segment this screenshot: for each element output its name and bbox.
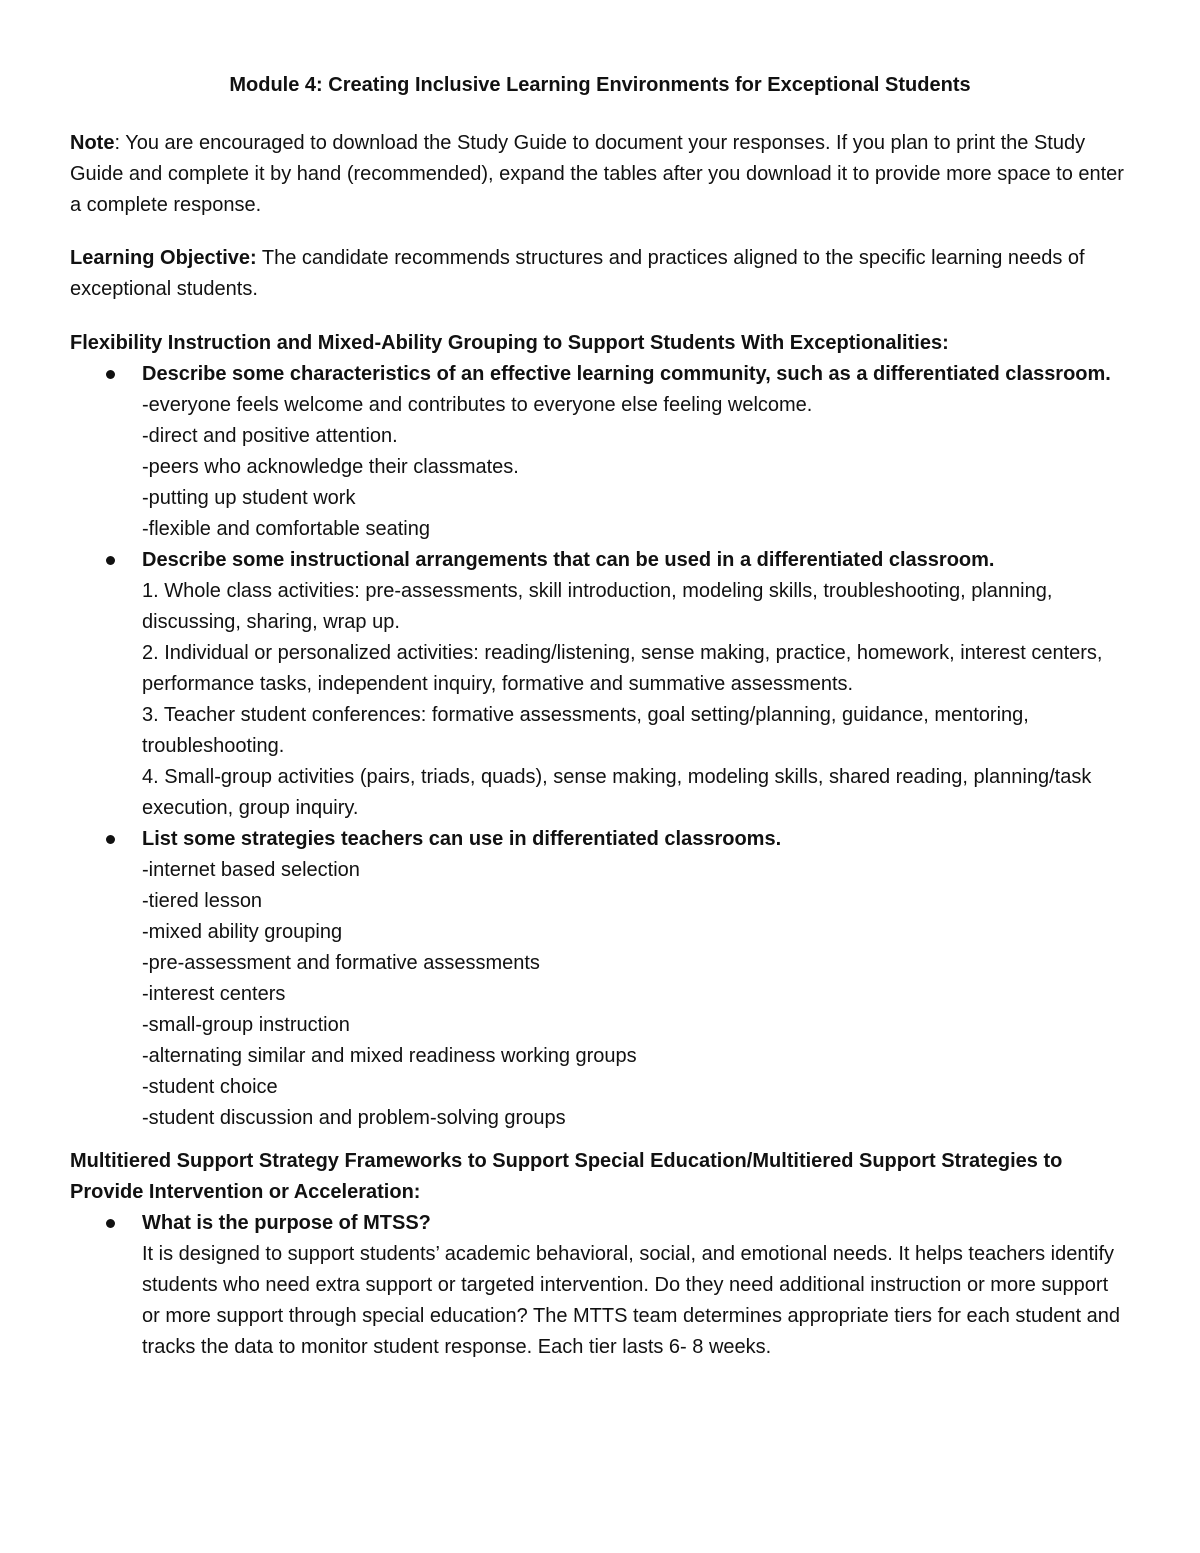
question-text: What is the purpose of MTSS? [142,1212,431,1234]
question-text: Describe some characteristics of an effective learning community, such as a differentiated classroom. [142,363,1111,385]
answer-block [142,855,1130,1134]
answer-block [142,1239,1130,1363]
list-item [70,1208,1130,1363]
answer-line: -flexible and comfortable seating [142,518,430,540]
bullet-icon [106,1219,115,1228]
question-list [70,1208,1130,1363]
answer-line: -interest centers [142,983,286,1005]
answer-line: 1. Whole class activities: pre-assessments, skill introduction, modeling skills, troubleshooting, planning, discussing, sharing, wrap up. [142,580,1053,633]
list-item [70,545,1130,824]
question-text: Describe some instructional arrangements that can be used in a differentiated classroom. [142,549,995,571]
list-item [70,359,1130,545]
answer-line: 3. Teacher student conferences: formative assessments, goal setting/planning, guidance, mentoring, troubleshooting. [142,704,1029,757]
list-item [70,824,1130,1134]
answer-line: -putting up student work [142,487,356,509]
answer-line: -peers who acknowledge their classmates. [142,456,519,478]
answer-line: -student choice [142,1076,278,1098]
note-text: : You are encouraged to download the Study Guide to document your responses. If you plan to print the Study Guide and complete it by hand (recommended), expand the tables after you download it to provide more space to enter a complete response. [70,132,1124,216]
question-text: List some strategies teachers can use in differentiated classrooms. [142,828,782,850]
section-heading: Multitiered Support Strategy Frameworks to Support Special Education/Multitiered Support Strategies to Provide Intervention or Acceleration: [70,1150,1063,1203]
answer-line: -internet based selection [142,859,360,881]
section-flexibility [70,328,1130,1134]
answer-line: -pre-assessment and formative assessments [142,952,540,974]
bullet-icon [106,835,115,844]
objective-paragraph [70,243,1130,305]
answer-line: -mixed ability grouping [142,921,343,943]
section-mtss [70,1146,1130,1363]
answer-block [142,390,1130,545]
answer-line: It is designed to support students’ academic behavioral, social, and emotional needs. It helps teachers identify students who need extra support or targeted intervention. Do they need additional instruction or more support or more support through special education? The MTTS team determines appropriate tiers for each student and tracks the data to monitor student response. Each tier lasts 6- 8 weeks. [142,1243,1120,1358]
note-label: Note [70,132,115,154]
bullet-icon [106,556,115,565]
answer-line: -tiered lesson [142,890,263,912]
bullet-icon [106,370,115,379]
answer-line: 4. Small-group activities (pairs, triads, quads), sense making, modeling skills, shared reading, planning/task execution, group inquiry. [142,766,1092,819]
answer-line: -student discussion and problem-solving groups [142,1107,566,1129]
section-heading: Flexibility Instruction and Mixed-Ability Grouping to Support Students With Exceptionalities: [70,332,949,354]
objective-label: Learning Objective: [70,247,257,269]
answer-line: 2. Individual or personalized activities: reading/listening, sense making, practice, homework, interest centers, performance tasks, independent inquiry, formative and summative assessments. [142,642,1103,695]
answer-line: -direct and positive attention. [142,425,398,447]
question-list [70,359,1130,1134]
answer-line: -alternating similar and mixed readiness working groups [142,1045,637,1067]
answer-line: -everyone feels welcome and contributes to everyone else feeling welcome. [142,394,813,416]
note-paragraph [70,128,1130,221]
document-title: Module 4: Creating Inclusive Learning Environments for Exceptional Students [229,74,971,96]
objective-text: The candidate recommends structures and practices aligned to the specific learning needs of exceptional students. [70,247,1085,300]
answer-line: -small-group instruction [142,1014,350,1036]
answer-block [142,576,1130,824]
